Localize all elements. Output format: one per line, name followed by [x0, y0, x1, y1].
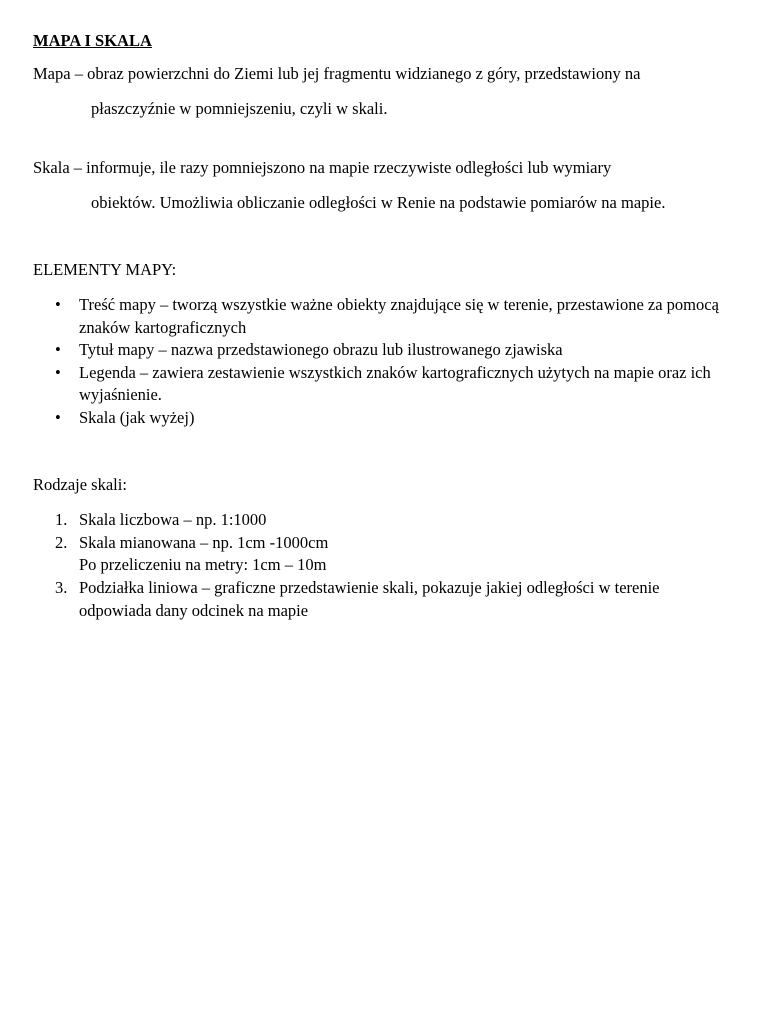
list-item-text: Legenda – zawiera zestawienie wszystkich znaków kartograficznych użytych na mapie oraz ich wyjaśnienie.: [79, 362, 711, 405]
list-item-text: Podziałka liniowa – graficzne przedstawienie skali, pokazuje jakiej odległości w terenie odpowiada dany odcinek na mapie: [79, 577, 660, 620]
list-number: 2.: [55, 532, 68, 552]
definition-skala: [33, 157, 733, 214]
list-item-text: Skala liczbowa – np. 1:1000: [79, 510, 267, 530]
types-heading: Rodzaje skali:: [33, 474, 127, 494]
list-number: 1.: [55, 510, 68, 530]
definition-skala-line1: Skala – informuje, ile razy pomniejszono na mapie rzeczywiste odległości lub wymiary: [33, 158, 612, 178]
bullet-icon: •: [55, 340, 61, 360]
list-item: [33, 532, 733, 577]
types-list: [33, 509, 733, 622]
elements-list: [33, 294, 733, 430]
bullet-icon: •: [55, 407, 61, 427]
list-item: [33, 407, 733, 430]
bullet-icon: •: [55, 294, 61, 314]
list-item: [33, 577, 733, 622]
list-item-text: Treść mapy – tworzą wszystkie ważne obiekty znajdujące się w terenie, przestawione za pomocą znaków kartograficznych: [79, 294, 719, 337]
list-number: 3.: [55, 577, 68, 597]
list-item: [33, 339, 733, 362]
definition-mapa: [33, 63, 733, 120]
list-item-subtext: Po przeliczeniu na metry: 1cm – 10m: [79, 555, 327, 575]
definition-skala-line2: obiektów. Umożliwia obliczanie odległości w Renie na podstawie pomiarów na mapie.: [91, 192, 666, 212]
elements-heading: ELEMENTY MAPY:: [33, 260, 177, 280]
definition-mapa-line2: płaszczyźnie w pomniejszeniu, czyli w skali.: [91, 98, 388, 118]
bullet-icon: •: [55, 362, 61, 382]
list-item-text: Skala (jak wyżej): [79, 407, 195, 427]
list-item: [33, 362, 733, 407]
list-item: [33, 509, 733, 532]
list-item-text: Skala mianowana – np. 1cm -1000cm: [79, 532, 329, 552]
document-page: [33, 30, 733, 622]
document-title: MAPA I SKALA: [33, 31, 152, 50]
definition-mapa-line1: Mapa – obraz powierzchni do Ziemi lub jej fragmentu widzianego z góry, przedstawiony na: [33, 64, 641, 83]
list-item-text: Tytuł mapy – nazwa przedstawionego obrazu lub ilustrowanego zjawiska: [79, 340, 563, 360]
list-item: [33, 294, 733, 339]
